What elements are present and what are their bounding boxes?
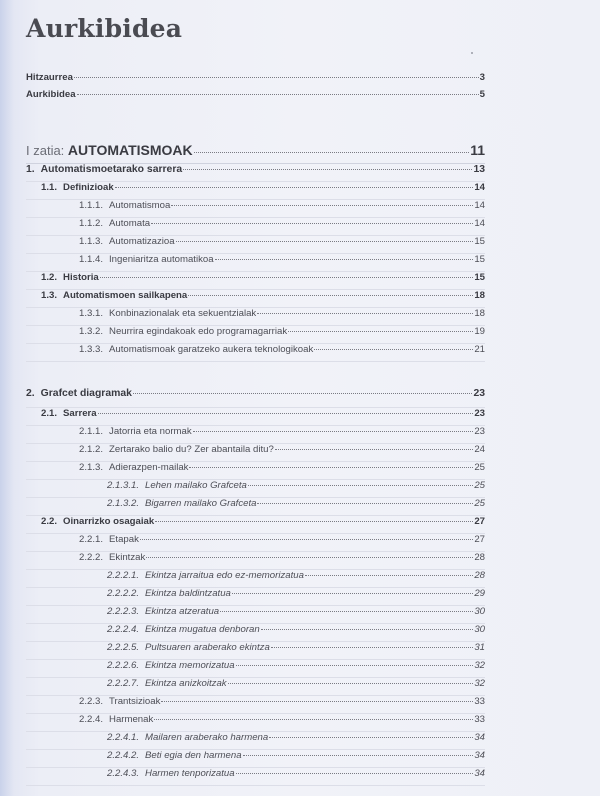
leader-dots [133, 393, 473, 394]
entry-number: 1.3.3. [79, 344, 104, 355]
toc-entry[interactable] [26, 678, 485, 696]
entry-label: Etapak [109, 534, 139, 545]
entry-page: 24 [474, 444, 485, 455]
leader-dots [155, 521, 473, 522]
leader-dots [271, 647, 474, 648]
toc-entry[interactable] [26, 200, 485, 218]
entry-page: 27 [474, 516, 485, 527]
entry-page: 23 [474, 426, 485, 437]
entry-label: Adierazpen-mailak [109, 462, 189, 473]
toc-entry[interactable] [26, 714, 485, 732]
chapter-label: Automatismoetarako sarrera [40, 164, 183, 175]
entry-page: 30 [474, 624, 485, 635]
entry-label: Automatismoak garatzeko aukera teknologikoak [109, 344, 314, 355]
leader-dots [261, 629, 474, 630]
entry-page: 34 [474, 750, 485, 761]
toc-entry[interactable] [26, 218, 485, 236]
leader-dots [193, 431, 474, 432]
leader-dots [243, 755, 474, 756]
entry-label: Zertarako balio du? Zer abantaila ditu? [109, 444, 274, 455]
entry-label: Automatismoen sailkapena [63, 290, 188, 301]
entry-number: 1.3.1. [79, 308, 104, 319]
entry-label: Automatizazioa [109, 236, 175, 247]
leader-dots [74, 77, 479, 78]
entry-page: 23 [474, 408, 485, 419]
page-title: Aurkibidea [26, 14, 183, 43]
entry-label: Harmen tenporizatua [145, 768, 235, 779]
toc-entry[interactable] [26, 624, 485, 642]
chapter-2-entries [26, 408, 485, 786]
entry-number: 2.2.3. [79, 696, 104, 707]
toc-entry[interactable] [26, 606, 485, 624]
entry-page: 33 [474, 696, 485, 707]
leader-dots [220, 611, 473, 612]
leader-dots [236, 773, 474, 774]
leader-dots [288, 331, 473, 332]
entry-number: 2.2.2. [79, 552, 104, 563]
leader-dots [194, 152, 470, 153]
leader-dots [257, 313, 473, 314]
entry-page: 29 [474, 588, 485, 599]
entry-number: 2.2.2.7. [107, 678, 140, 689]
entry-label: Jatorria eta normak [109, 426, 192, 437]
entry-number: 1.3. [41, 290, 58, 301]
leader-dots [257, 503, 473, 504]
entry-label: Aurkibidea [26, 89, 76, 100]
leader-dots [314, 349, 473, 350]
leader-dots [176, 241, 474, 242]
leader-dots [161, 701, 473, 702]
toc-entry[interactable] [26, 308, 485, 326]
toc-chapter-2[interactable] [26, 388, 485, 408]
toc-entry[interactable] [26, 732, 485, 750]
chapter-label: Grafcet diagramak [40, 388, 132, 399]
part-label [26, 142, 193, 158]
entry-number: 1.3.2. [79, 326, 104, 337]
toc-entry[interactable] [26, 696, 485, 714]
entry-page: 14 [474, 182, 485, 193]
entry-number: 2.2.4.1. [107, 732, 140, 743]
leader-dots [151, 223, 473, 224]
toc-entry[interactable] [26, 326, 485, 344]
leader-dots [183, 169, 472, 170]
entry-label: Harmenak [109, 714, 154, 725]
chapter-2-list [26, 388, 485, 786]
entry-label: Oinarrizko osagaiak [63, 516, 155, 527]
entry-number: 2.2.2.5. [107, 642, 140, 653]
entry-number: 2.2.4.2. [107, 750, 140, 761]
leader-dots [232, 593, 473, 594]
toc-entry[interactable] [26, 426, 485, 444]
entry-label: Ekintza atzeratua [145, 606, 220, 617]
entry-number: 2.2.2.2. [107, 588, 140, 599]
chapter-number: 1. [26, 164, 35, 175]
entry-page: 28 [474, 552, 485, 563]
entry-page: 5 [479, 89, 485, 100]
toc-entry[interactable] [26, 480, 485, 498]
part-1-list [26, 142, 485, 362]
entry-label: Pultsuaren araberako ekintza [145, 642, 270, 653]
entry-number: 2.2.2.6. [107, 660, 140, 671]
entry-page: 15 [474, 272, 485, 283]
entry-label: Bigarren mailako Grafceta [145, 498, 257, 509]
toc-chapter-1[interactable] [26, 164, 485, 182]
entry-page: 32 [474, 660, 485, 671]
toc-entry[interactable] [26, 344, 485, 362]
entry-label: Lehen mailako Grafceta [145, 480, 247, 491]
entry-page: 15 [474, 236, 485, 247]
front-matter-list [26, 72, 485, 106]
chapter-page: 23 [473, 388, 485, 399]
entry-page: 31 [474, 642, 485, 653]
entry-number: 2.2.2.4. [107, 624, 140, 635]
entry-page: 15 [474, 254, 485, 265]
entry-label: Ekintza anizkoitzak [145, 678, 227, 689]
entry-page: 33 [474, 714, 485, 725]
entry-label: Ekintza jarraitua edo ez-memorizatua [145, 570, 304, 581]
entry-number: 2.1.2. [79, 444, 104, 455]
entry-number: 1.1. [41, 182, 58, 193]
leader-dots [305, 575, 473, 576]
entry-page: 25 [474, 498, 485, 509]
chapter-1-entries [26, 182, 485, 362]
toc-entry[interactable] [26, 534, 485, 552]
leader-dots [154, 719, 473, 720]
entry-number: 2.1.1. [79, 426, 104, 437]
leader-dots [77, 94, 479, 95]
entry-number: 1.2. [41, 272, 58, 283]
leader-dots [228, 683, 474, 684]
leader-dots [248, 485, 473, 486]
entry-page: 21 [474, 344, 485, 355]
leader-dots [115, 187, 474, 188]
toc-entry-hitzaurrea[interactable] [26, 72, 485, 89]
toc-entry[interactable] [26, 236, 485, 254]
entry-label: Trantsizioak [109, 696, 161, 707]
toc-entry[interactable] [26, 290, 485, 308]
entry-page: 18 [474, 290, 485, 301]
entry-label: Hitzaurrea [26, 72, 73, 83]
entry-number: 2.1.3. [79, 462, 104, 473]
entry-number: 1.1.1. [79, 200, 104, 211]
entry-number: 2.2.4. [79, 714, 104, 725]
toc-entry[interactable] [26, 272, 485, 290]
entry-label: Automata [109, 218, 151, 229]
entry-page: 14 [474, 218, 485, 229]
leader-dots [188, 295, 473, 296]
entry-number: 2.1.3.1. [107, 480, 140, 491]
toc-entry[interactable] [26, 516, 485, 534]
toc-entry[interactable] [26, 570, 485, 588]
part-page: 11 [470, 142, 485, 158]
toc-part-heading[interactable] [26, 142, 485, 164]
leader-dots [236, 665, 474, 666]
entry-label: Mailaren araberako harmena [145, 732, 269, 743]
entry-label: Ekintza memorizatua [145, 660, 235, 671]
entry-page: 30 [474, 606, 485, 617]
leader-dots [100, 277, 474, 278]
entry-label: Ekintza mugatua denboran [145, 624, 260, 635]
entry-label: Sarrera [63, 408, 97, 419]
entry-label: Beti egia den harmena [145, 750, 242, 761]
entry-page: 34 [474, 768, 485, 779]
chapter-page: 13 [473, 164, 485, 175]
entry-number: 2.2.4.3. [107, 768, 140, 779]
entry-number: 2.1. [41, 408, 58, 419]
entry-label: Neurrira egindakoak edo programagarriak [109, 326, 288, 337]
entry-number: 2.2. [41, 516, 58, 527]
entry-number: 2.2.1. [79, 534, 104, 545]
scan-speck [471, 52, 473, 54]
entry-label: Konbinazionalak eta sekuentzialak [109, 308, 257, 319]
entry-number: 1.1.4. [79, 254, 104, 265]
entry-number: 1.1.3. [79, 236, 104, 247]
leader-dots [275, 449, 474, 450]
entry-label: Historia [63, 272, 99, 283]
toc-entry-aurkibidea[interactable] [26, 89, 485, 106]
entry-page: 25 [474, 462, 485, 473]
entry-page: 32 [474, 678, 485, 689]
toc-entry[interactable] [26, 588, 485, 606]
part-title: AUTOMATISMOAK [67, 142, 193, 158]
entry-page: 27 [474, 534, 485, 545]
entry-label: Definizioak [63, 182, 114, 193]
entry-label: Ekintzak [109, 552, 146, 563]
toc-entry[interactable] [26, 642, 485, 660]
leader-dots [98, 413, 474, 414]
entry-label: Ekintza baldintzatua [145, 588, 231, 599]
entry-number: 2.2.2.3. [107, 606, 140, 617]
toc-entry[interactable] [26, 254, 485, 272]
leader-dots [146, 557, 473, 558]
toc-entry[interactable] [26, 750, 485, 768]
toc-entry[interactable] [26, 498, 485, 516]
toc-entry[interactable] [26, 444, 485, 462]
entry-number: 2.2.2.1. [107, 570, 140, 581]
leader-dots [171, 205, 473, 206]
entry-page: 14 [474, 200, 485, 211]
toc-entry[interactable] [26, 552, 485, 570]
part-prefix: I zatia: [26, 143, 68, 158]
toc-entry[interactable] [26, 768, 485, 786]
toc-entry[interactable] [26, 660, 485, 678]
entry-page: 34 [474, 732, 485, 743]
entry-page: 19 [474, 326, 485, 337]
entry-number: 2.1.3.2. [107, 498, 140, 509]
toc-entry[interactable] [26, 462, 485, 480]
leader-dots [269, 737, 473, 738]
entry-page: 18 [474, 308, 485, 319]
entry-page: 3 [479, 72, 485, 83]
entry-page: 28 [474, 570, 485, 581]
toc-entry[interactable] [26, 408, 485, 426]
entry-label: Ingeniaritza automatikoa [109, 254, 214, 265]
leader-dots [215, 259, 474, 260]
entry-label: Automatismoa [109, 200, 171, 211]
toc-entry[interactable] [26, 182, 485, 200]
entry-number: 1.1.2. [79, 218, 104, 229]
leader-dots [140, 539, 473, 540]
chapter-number: 2. [26, 388, 35, 399]
leader-dots [189, 467, 473, 468]
entry-page: 25 [474, 480, 485, 491]
